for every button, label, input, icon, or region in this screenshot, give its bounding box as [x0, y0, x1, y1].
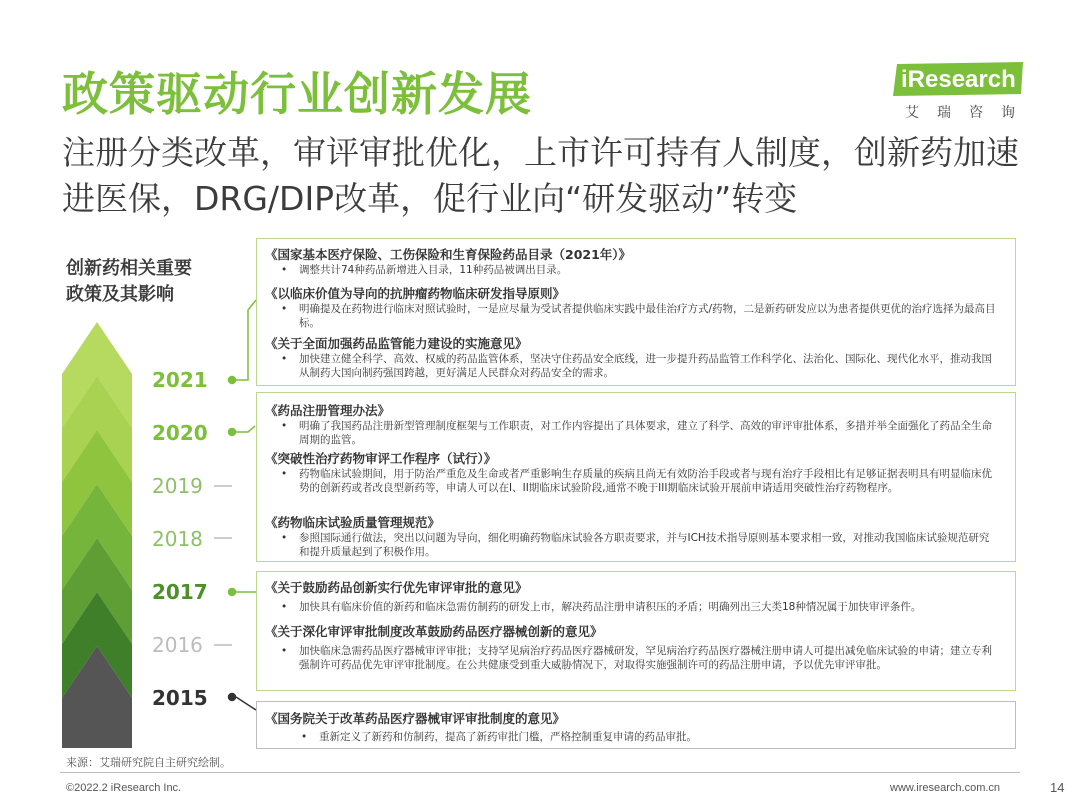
policy-title: 《药物临床试验质量管理规范》	[265, 515, 441, 530]
year-2018: 2018	[152, 527, 203, 551]
page-title: 政策驱动行业创新发展	[62, 67, 532, 121]
iresearch-logo	[893, 62, 1033, 122]
year-2016: 2016	[152, 633, 203, 657]
policy-bullet: • 加快建立健全科学、高效、权威的药品监管体系，坚决守住药品安全底线，进一步提升药品监管工作科学化、法治化、国际化、现代化水平，推动我国从制药大国向制药强国跨越，更好满足人民群众对药品安全的需求。	[299, 353, 999, 380]
policy-bullet: • 加快具有临床价值的新药和临床急需仿制药的研发上市，解决药品注册申请积压的矛盾；明确列出三大类18种情况属于加快审评条件。	[299, 601, 999, 615]
policy-title: 《突破性治疗药物审评工作程序（试行）》	[265, 451, 497, 466]
policy-box-2017	[256, 571, 1016, 691]
policy-title: 《以临床价值为导向的抗肿瘤药物临床研发指导原则》	[265, 286, 566, 301]
policy-title: 《关于深化审评审批制度改革鼓励药品医疗器械创新的意见》	[265, 624, 603, 639]
policy-title: 《国家基本医疗保险、工伤保险和生育保险药品目录（2021年）》	[265, 247, 632, 262]
policy-title: 《国务院关于改革药品医疗器械审评审批制度的意见》	[265, 711, 566, 726]
year-2015: 2015	[152, 686, 208, 710]
year-2021: 2021	[152, 368, 208, 392]
policy-bullet: • 明确提及在药物进行临床对照试验时，一是应尽量为受试者提供临床实践中最佳治疗方式/药物，二是新药研发应以为患者提供更优的治疗选择为最高目标。	[299, 303, 999, 330]
policy-bullet: • 参照国际通行做法，突出以问题为导向，细化明确药物临床试验各方职责要求，并与ICH技术指导原则基本要求相一致，对推动我国临床试验规范研究和提升质量起到了积极作用。	[299, 532, 999, 559]
timeline-title-line2: 政策及其影响	[66, 284, 174, 305]
logo-text: iResearch	[901, 66, 1016, 93]
website-link[interactable]: www.iresearch.com.cn	[890, 782, 1001, 794]
year-2020: 2020	[152, 421, 208, 445]
policy-bullet: • 调整共计74种药品新增进入目录，11种药品被调出目录。	[299, 264, 999, 278]
copyright-text: ©2022.2 iResearch Inc.	[66, 782, 182, 794]
policy-title: 《药品注册管理办法》	[265, 403, 391, 418]
policy-bullet: • 药物临床试验期间，用于防治严重危及生命或者严重影响生存质量的疾病且尚无有效防治手段或者与现有治疗手段相比有足够证据表明具有明显临床优势的创新药或者改良型新药等，申请人可以在I、II期临床试验阶段,通常不晚于III期临床试验开展前申请适用突破性治疗药物程序。	[299, 468, 999, 495]
policy-box-2020	[256, 392, 1016, 562]
timeline-arrow-icon	[62, 322, 132, 748]
year-2017: 2017	[152, 580, 208, 604]
year-2019: 2019	[152, 474, 203, 498]
footer-divider	[60, 772, 1020, 773]
policy-bullet: • 明确了我国药品注册新型管理制度框架与工作职责，对工作内容提出了具体要求，建立了科学、高效的审评审批体系，多措并举全面强化了药品全生命周期的监管。	[299, 420, 999, 447]
source-note: 来源：艾瑞研究院自主研究绘制。	[66, 756, 231, 769]
logo-cn-text: 艾瑞咨询	[905, 105, 1033, 121]
policy-bullet: • 加快临床急需药品医疗器械审评审批；支持罕见病治疗药品医疗器械研发，罕见病治疗药品医疗器械注册申请人可提出减免临床试验的申请；建立专利强制许可药品优先审评审批制度。在公共健康受到重大威胁情况下，对取得实施强制许可的药品注册申请，予以优先审评审批。	[299, 645, 999, 672]
policy-title: 《关于鼓励药品创新实行优先审评审批的意见》	[265, 580, 528, 595]
page-number: 14	[1050, 780, 1065, 795]
policy-bullet: • 重新定义了新药和仿制药，提高了新药审批门槛，严格控制重复申请的药品审批。	[319, 731, 999, 745]
policy-box-2015	[256, 701, 1016, 749]
timeline-title	[66, 256, 192, 308]
page-subtitle: 注册分类改革，审评审批优化，上市许可持有人制度，创新药加速进医保，DRG/DIP改革，促行业向“研发驱动”转变	[62, 133, 1019, 218]
policy-title: 《关于全面加强药品监管能力建设的实施意见》	[265, 336, 528, 351]
policy-box-2021	[256, 238, 1016, 386]
timeline-title-line1: 创新药相关重要	[66, 258, 192, 279]
